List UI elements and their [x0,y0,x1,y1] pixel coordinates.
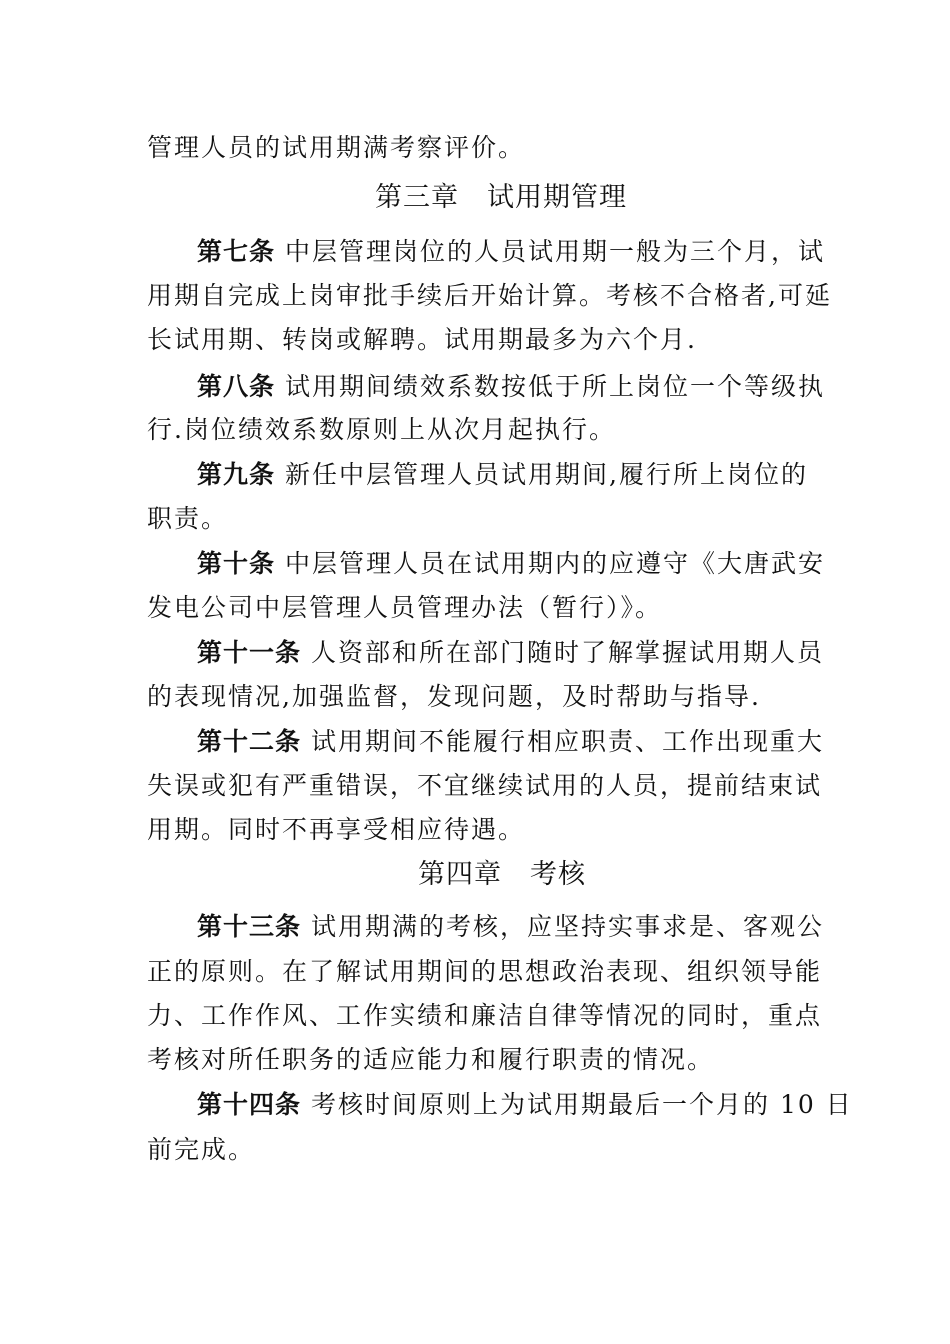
article-14-line-1 [197,1088,853,1122]
article-12-line-2: 失误或犯有严重错误，不宜继续试用的人员，提前结束试 [147,771,823,800]
article-14-line-2: 前完成。 [147,1135,256,1164]
article-14-text-1: 考核时间原则上为试用期最后一个月的 10 日 [311,1090,853,1119]
article-11-line-1 [197,636,825,670]
article-13-line-2: 正的原则。在了解试用期间的思想政治表现、组织领导能 [147,957,823,986]
chapter-4-heading: 第四章 考核 [418,859,586,890]
article-10-text-1: 中层管理人员在试用期内的应遵守《大唐武安 [285,549,826,578]
article-14-number: 第十四条 [197,1090,302,1119]
article-8-line-2: 行.岗位绩效系数原则上从次月起执行。 [147,415,616,444]
article-9-line-2: 职责。 [147,504,229,533]
article-13-text-1: 试用期满的考核，应坚持实事求是、客观公 [311,912,825,941]
article-11-text-1: 人资部和所在部门随时了解掌握试用期人员 [311,638,825,667]
article-9-line-1 [197,458,807,492]
article-11-number: 第十一条 [197,638,302,667]
article-11-line-2: 的表现情况,加强监督，发现问题，及时帮助与指导. [147,682,761,711]
article-13-number: 第十三条 [197,912,302,941]
article-8-text-1: 试用期间绩效系数按低于所上岗位一个等级执 [285,372,826,401]
article-12-line-1 [197,725,825,759]
article-9-number: 第九条 [197,460,276,489]
article-7-line-1 [197,235,826,269]
article-12-number: 第十二条 [197,727,302,756]
article-10-line-2: 发电公司中层管理人员管理办法（暂行）》。 [147,593,663,622]
article-7-line-3: 长试用期、转岗或解聘。试用期最多为六个月. [147,325,697,354]
article-10-number: 第十条 [197,549,276,578]
article-8-line-1 [197,370,826,404]
article-7-text-1: 中层管理岗位的人员试用期一般为三个月，试 [285,237,826,266]
article-12-text-1: 试用期间不能履行相应职责、工作出现重大 [311,727,825,756]
article-12-line-3: 用期。同时不再享受相应待遇。 [147,815,526,844]
article-9-text-1: 新任中层管理人员试用期间,履行所上岗位的 [285,460,808,489]
chapter-3-heading: 第三章 试用期管理 [375,182,627,213]
intro-line: 管理人员的试用期满考察评价。 [147,133,526,162]
article-8-number: 第八条 [197,372,276,401]
article-10-line-1 [197,547,826,581]
article-13-line-3: 力、工作作风、工作实绩和廉洁自律等情况的同时，重点 [147,1001,823,1030]
article-7-line-2: 用期自完成上岗审批手续后开始计算。考核不合格者,可延 [147,281,832,310]
article-13-line-4: 考核对所任职务的适应能力和履行职责的情况。 [147,1045,715,1074]
article-13-line-1 [197,910,825,944]
article-7-number: 第七条 [197,237,276,266]
